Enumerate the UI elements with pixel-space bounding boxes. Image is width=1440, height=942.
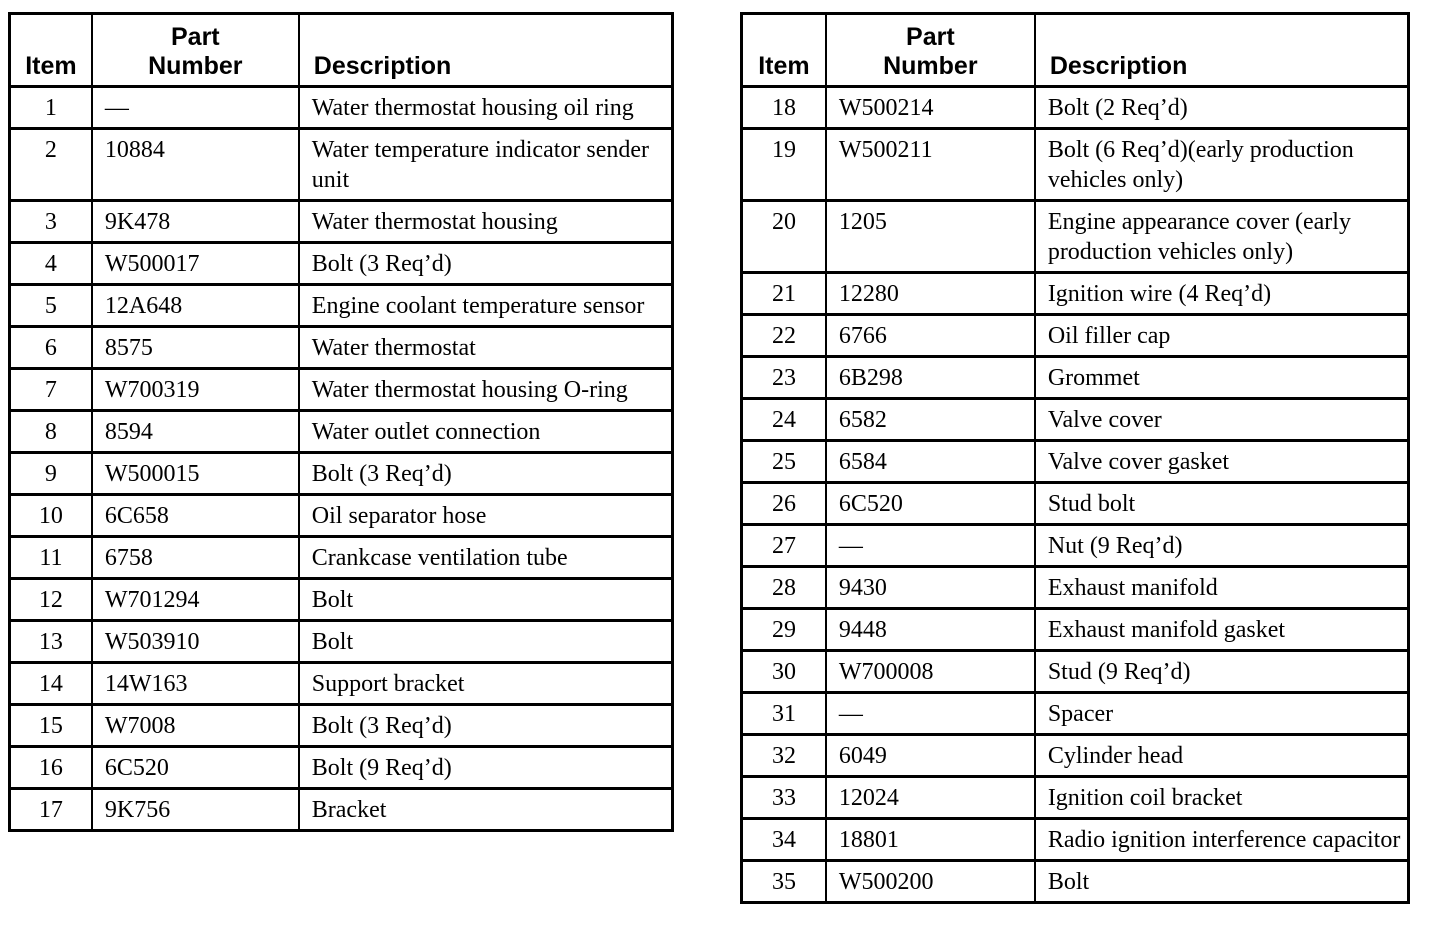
- item-cell: 10: [10, 495, 92, 537]
- part-number-column-header: Part Number: [826, 14, 1035, 87]
- description-cell: Spacer: [1035, 693, 1409, 735]
- item-cell: 8: [10, 411, 92, 453]
- item-cell: 34: [742, 819, 826, 861]
- part-number-cell: 18801: [826, 819, 1035, 861]
- description-cell: Water thermostat housing: [299, 201, 673, 243]
- part-number-cell: W700319: [92, 369, 299, 411]
- table-row: [742, 567, 1409, 609]
- part-number-cell: —: [826, 693, 1035, 735]
- description-cell: Bracket: [299, 789, 673, 831]
- table-row: [742, 273, 1409, 315]
- item-cell: 23: [742, 357, 826, 399]
- description-cell: Cylinder head: [1035, 735, 1409, 777]
- table-row: [10, 243, 673, 285]
- table-row: [742, 609, 1409, 651]
- part-number-cell: W503910: [92, 621, 299, 663]
- part-number-cell: 6758: [92, 537, 299, 579]
- item-cell: 31: [742, 693, 826, 735]
- item-cell: 13: [10, 621, 92, 663]
- table-row: [742, 735, 1409, 777]
- table-row: [742, 777, 1409, 819]
- description-cell: Bolt: [299, 579, 673, 621]
- description-cell: Exhaust manifold: [1035, 567, 1409, 609]
- part-number-cell: 12024: [826, 777, 1035, 819]
- item-cell: 6: [10, 327, 92, 369]
- description-cell: Stud bolt: [1035, 483, 1409, 525]
- item-cell: 24: [742, 399, 826, 441]
- part-number-cell: 9K756: [92, 789, 299, 831]
- table-header-row: [742, 14, 1409, 87]
- part-number-cell: W500015: [92, 453, 299, 495]
- item-cell: 15: [10, 705, 92, 747]
- part-number-cell: W701294: [92, 579, 299, 621]
- part-number-cell: —: [826, 525, 1035, 567]
- item-column-header: Item: [742, 14, 826, 87]
- table-row: [742, 441, 1409, 483]
- part-number-cell: W500200: [826, 861, 1035, 903]
- part-number-cell: 12280: [826, 273, 1035, 315]
- description-cell: Crankcase ventilation tube: [299, 537, 673, 579]
- part-number-cell: 9430: [826, 567, 1035, 609]
- table-row: [10, 369, 673, 411]
- item-cell: 18: [771, 95, 796, 121]
- item-cell: 25: [742, 441, 826, 483]
- part-number-cell: 6766: [826, 315, 1035, 357]
- part-number-cell: W500211: [826, 129, 1035, 201]
- description-cell: Nut (9 Req’d): [1035, 525, 1409, 567]
- table-row: [742, 399, 1409, 441]
- item-cell: 4: [10, 243, 92, 285]
- item-cell: 32: [742, 735, 826, 777]
- table-row: [742, 861, 1409, 903]
- table-row: [10, 621, 673, 663]
- item-cell: 11: [10, 537, 92, 579]
- description-cell: Water thermostat housing oil ring: [299, 87, 673, 129]
- part-number-cell: W700008: [826, 651, 1035, 693]
- part-number-cell: 1205: [826, 201, 1035, 273]
- table-row: [10, 705, 673, 747]
- part-number-cell: 6B298: [826, 357, 1035, 399]
- table-row: [10, 789, 673, 831]
- description-cell: Valve cover gasket: [1035, 441, 1409, 483]
- part-number-cell: 9K478: [92, 201, 299, 243]
- description-cell: Ignition wire (4 Req’d): [1035, 273, 1409, 315]
- description-cell: Oil separator hose: [299, 495, 673, 537]
- table-row: [10, 285, 673, 327]
- description-cell: Bolt (9 Req’d): [299, 747, 673, 789]
- description-cell: Oil filler cap: [1035, 315, 1409, 357]
- description-cell: Bolt (3 Req’d): [299, 243, 673, 285]
- part-number-cell: 9448: [826, 609, 1035, 651]
- part-number-column-header: Part Number: [92, 14, 299, 87]
- table-row: [10, 579, 673, 621]
- item-cell: 2: [10, 129, 92, 201]
- item-cell: 21: [742, 273, 826, 315]
- description-cell: Bolt (2 Req’d): [1035, 87, 1409, 129]
- table-row: [10, 663, 673, 705]
- description-cell: Water temperature indicator sender unit: [299, 129, 673, 201]
- part-number-cell: 6C658: [92, 495, 299, 537]
- item-cell: 28: [742, 567, 826, 609]
- item-cell: 33: [742, 777, 826, 819]
- table-row: [742, 201, 1409, 273]
- table-row: [742, 87, 1409, 129]
- table-header-row: [10, 14, 673, 87]
- part-number-cell: 6582: [826, 399, 1035, 441]
- description-cell: Water thermostat: [299, 327, 673, 369]
- part-number-cell: 12A648: [92, 285, 299, 327]
- part-number-cell: 6C520: [826, 483, 1035, 525]
- table-row: [10, 495, 673, 537]
- description-cell: Valve cover: [1035, 399, 1409, 441]
- item-cell: 9: [10, 453, 92, 495]
- part-number-cell: W500214: [826, 87, 1035, 129]
- table-row: [742, 651, 1409, 693]
- item-cell: 16: [10, 747, 92, 789]
- item-cell: 17: [10, 789, 92, 831]
- part-number-cell: W7008: [92, 705, 299, 747]
- description-cell: Grommet: [1035, 357, 1409, 399]
- description-cell: Engine appearance cover (early production vehicles only): [1035, 201, 1409, 273]
- description-cell: Ignition coil bracket: [1035, 777, 1409, 819]
- item-column-header: Item: [10, 14, 92, 87]
- item-cell: 27: [742, 525, 826, 567]
- part-number-cell: 6C520: [92, 747, 299, 789]
- item-cell: 22: [742, 315, 826, 357]
- item-cell: 12: [10, 579, 92, 621]
- description-column-header: Description: [1035, 14, 1409, 87]
- description-cell: Bolt (3 Req’d): [299, 453, 673, 495]
- table-row: [10, 453, 673, 495]
- table-row: [742, 483, 1409, 525]
- parts-table-right: [740, 12, 1410, 904]
- part-number-cell: —: [92, 87, 299, 129]
- description-cell: Stud (9 Req’d): [1035, 651, 1409, 693]
- description-cell: Bolt (6 Req’d)(early production vehicles only): [1035, 129, 1409, 201]
- description-cell: Bolt (3 Req’d): [299, 705, 673, 747]
- table-row: [742, 525, 1409, 567]
- item-cell: 29: [742, 609, 826, 651]
- description-cell: Radio ignition interference capacitor: [1035, 819, 1409, 861]
- table-row: [10, 537, 673, 579]
- part-number-cell: 14W163: [92, 663, 299, 705]
- part-number-cell: W500017: [92, 243, 299, 285]
- item-cell: 26: [742, 483, 826, 525]
- table-row: [742, 129, 1409, 201]
- table-row: [742, 357, 1409, 399]
- item-cell: 7: [10, 369, 92, 411]
- item-cell: 19: [742, 129, 826, 201]
- part-number-cell: 8594: [92, 411, 299, 453]
- description-cell: Bolt: [299, 621, 673, 663]
- table-row: [10, 201, 673, 243]
- item-cell: 30: [742, 651, 826, 693]
- item-cell: 3: [10, 201, 92, 243]
- item-cell: 1: [44, 95, 57, 121]
- part-number-cell: 6049: [826, 735, 1035, 777]
- table-row: [742, 693, 1409, 735]
- item-cell: 5: [10, 285, 92, 327]
- table-row: [10, 411, 673, 453]
- table-row: [10, 129, 673, 201]
- description-cell: Water outlet connection: [299, 411, 673, 453]
- part-number-cell: 8575: [92, 327, 299, 369]
- description-column-header: Description: [299, 14, 673, 87]
- item-cell: 20: [742, 201, 826, 273]
- table-row: [10, 87, 673, 129]
- item-cell: 14: [10, 663, 92, 705]
- description-cell: Bolt: [1035, 861, 1409, 903]
- description-cell: Engine coolant temperature sensor: [299, 285, 673, 327]
- description-cell: Exhaust manifold gasket: [1035, 609, 1409, 651]
- description-cell: Support bracket: [299, 663, 673, 705]
- item-cell: 35: [742, 861, 826, 903]
- table-row: [742, 315, 1409, 357]
- part-number-cell: 6584: [826, 441, 1035, 483]
- description-cell: Water thermostat housing O-ring: [299, 369, 673, 411]
- table-row: [742, 819, 1409, 861]
- parts-table-left: [8, 12, 674, 832]
- part-number-cell: 10884: [92, 129, 299, 201]
- table-row: [10, 327, 673, 369]
- table-row: [10, 747, 673, 789]
